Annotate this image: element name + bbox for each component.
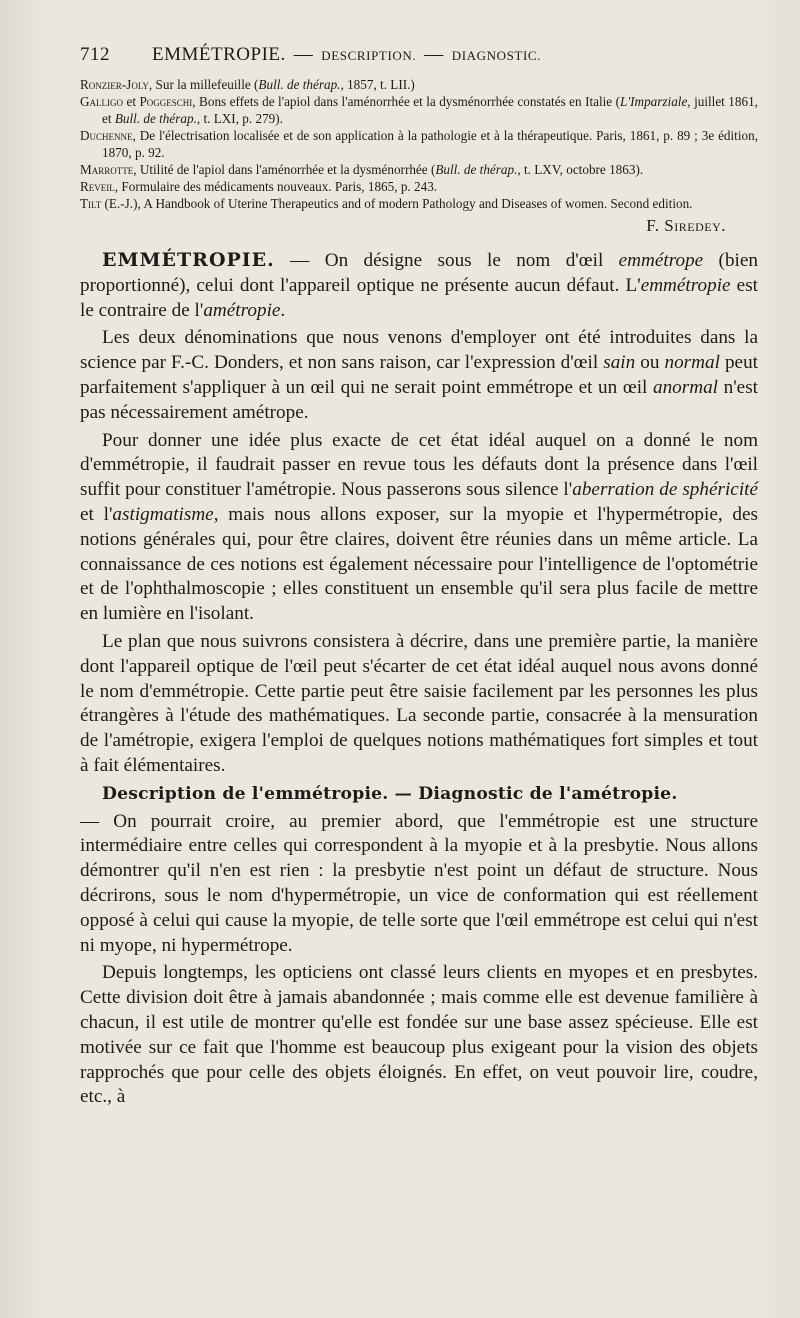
italic-term: anormal	[652, 376, 719, 398]
page-number: 712	[80, 44, 110, 65]
text-run: .	[280, 299, 286, 321]
bib-entry	[80, 161, 758, 178]
bib-journal: Bull. de thérap.	[114, 111, 197, 126]
bib-text: Bons effets de l'apiol dans l'aménorrhée et la dysménorrhée constatés en Italie (	[195, 94, 621, 109]
bib-text: , 1857, t. LII.)	[340, 77, 415, 92]
text-run: — On désigne sous le nom d'œil	[274, 250, 619, 271]
italic-term: emmétrope	[618, 250, 704, 271]
article-body	[80, 248, 758, 1110]
bib-text: et	[123, 94, 140, 109]
text-run: peut parfaitement s'appliquer à un œil qui ne serait point emmétrope et un œil	[80, 352, 758, 398]
paragraph	[80, 248, 758, 323]
bib-author: Ronzier-Joly,	[80, 77, 153, 92]
author-signature: F. Siredey.	[646, 216, 726, 235]
bib-entry	[80, 127, 758, 161]
running-sep: —	[424, 44, 444, 65]
text-run: ou	[635, 352, 665, 374]
bib-entry	[80, 93, 758, 127]
bib-author: Tilt	[80, 196, 102, 211]
bib-author: Poggeschi,	[139, 94, 196, 109]
bib-entry	[80, 178, 758, 195]
italic-term: emmétropie	[640, 274, 731, 296]
bib-entry	[80, 195, 758, 212]
text-run: n'est pas nécessairement amétrope.	[80, 376, 758, 423]
italic-term: normal	[664, 352, 720, 374]
italic-term: aberration de sphéricité	[572, 479, 758, 501]
bib-journal: L'Imparziale,	[620, 94, 691, 109]
bib-text: Utilité de l'apiol dans l'aménorrhée et la dysménorrhée (	[136, 162, 436, 177]
paragraph	[80, 429, 758, 627]
bibliography	[80, 76, 758, 212]
italic-term: astigmatisme	[112, 503, 214, 525]
bib-entry	[80, 76, 758, 93]
bib-text: Sur la millefeuille (	[152, 77, 259, 92]
bib-author: Marrotte,	[80, 162, 137, 177]
running-section-description: DESCRIPTION.	[321, 48, 417, 63]
text-run: , mais nous allons exposer, sur la myopie et l'hypermétropie, des notions générales qui, pour être claires, doivent être réunies dans un même article. La connaissance de ces notions est également nécessaire pour l'intelligence de l'optométrie et de l'ophthalmoscopie ; elles constituent un ensemble qu'il sera plus facile de mettre en lumière en l'isolant.	[80, 503, 759, 625]
running-sep: —	[293, 44, 314, 65]
paragraph: Le plan que nous suivrons consistera à décrire, dans une première partie, la manière dont l'appareil optique de l'œil peut s'écarter de cet état idéal auquel nous avons donné le nom d'emmétropie. Cette partie peut être saisie facilement par les personnes les plus étrangères à l'étude des mathématiques. La seconde partie, consacrée à la mensuration de l'amétropie, exigera l'emploi de quelques notions mathématiques fort simples et tout à fait élémentaires.	[80, 630, 758, 776]
bib-text: , t. LXV, octobre 1863).	[517, 162, 644, 177]
bib-text: De l'électrisation localisée et de son application à la pathologie et à la thérapeutique. Paris, 1861, p. 89 ; 3e édition, 1870, p. 92.	[102, 128, 758, 160]
section-heading: Description de l'emmétropie. — Diagnostic de l'amétropie.	[102, 783, 678, 804]
paragraph: — On pourrait croire, au premier abord, que l'emmétropie est une structure intermédiaire entre celles qui correspondent à la myopie et à la presbytie. Nous allons démontrer qu'il n'en est rien : la presbytie n'est point un défaut de structure. Nous décrirons, sous le nom d'hypermétropie, un vice de conformation qui est réellement opposé à celui qui cause la myopie, de telle sorte que l'œil emmétrope est celui qui n'est ni myope, ni hypermétrope.	[80, 810, 758, 956]
text-run: est le contraire de l'	[80, 274, 758, 321]
article-headword: EMMÉTROPIE.	[102, 249, 275, 271]
bib-author: Galligo	[80, 94, 124, 109]
bib-text: , t. LXI, p. 279).	[196, 111, 283, 126]
bib-author: Reveil,	[80, 179, 119, 194]
text-run: Les deux dénominations que nous venons d'employer ont été introduites dans la science par F.-C. Donders, et non sans raison, car l'expression d'œil	[80, 327, 758, 374]
paragraph: Depuis longtemps, les opticiens ont classé leurs clients en myopes et en presbytes. Cette division doit être à jamais abandonnée ; mais comme elle est devenue familière à chacun, il est utile de montrer qu'elle est fondée sur une base assez spécieuse. Elle est motivée sur ce fait que l'homme est beaucoup plus exigeant pour la vision des objets rapprochés que pour celle des objets éloignés. En effet, on veut pouvoir lire, coudre, etc., à	[80, 962, 758, 1108]
italic-term: amétropie	[203, 299, 281, 321]
bib-author: Duchenne,	[80, 128, 136, 143]
running-title: EMMÉTROPIE.	[152, 44, 286, 65]
bib-journal: Bull. de thérap.	[435, 162, 518, 177]
bib-journal: Bull. de thérap.	[258, 77, 341, 92]
text-run: et l'	[80, 503, 113, 525]
running-head	[80, 44, 758, 66]
bib-text: juillet 1861, et	[102, 94, 758, 126]
running-section-diagnostic: DIAGNOSTIC.	[451, 48, 542, 63]
paragraph	[80, 326, 758, 425]
bib-text: (E.-J.), A Handbook of Uterine Therapeutics and of modern Pathology and Diseases of women. Second edition.	[101, 196, 693, 211]
text-run: Pour donner une idée plus exacte de cet état idéal auquel on a donné le nom d'emmétropie, il faudrait passer en revue tous les défauts dont la présence dans l'œil suffit pour constituer l'amétropie. Nous passerons sous silence l'	[80, 429, 758, 501]
italic-term: sain	[603, 352, 636, 374]
bib-text: Formulaire des médicaments nouveaux. Paris, 1865, p. 243.	[118, 179, 438, 194]
text-run: (bien proportionné), celui dont l'appareil optique ne présente aucun défaut. L'	[80, 250, 758, 296]
